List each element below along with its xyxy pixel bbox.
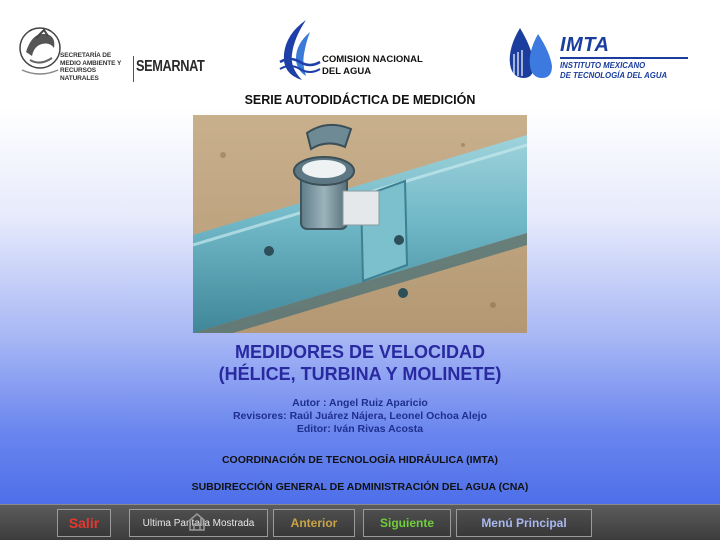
editor-text: Editor: Iván Rivas Acosta (296, 423, 424, 435)
cna-name (322, 54, 423, 78)
imta-line-2: DE TECNOLOGÍA DEL AGUA (560, 71, 668, 80)
main-title-line-1: MEDIDORES DE VELOCIDAD (234, 342, 486, 362)
imta-logo (506, 24, 696, 84)
imta-fullname (560, 61, 667, 81)
last-screen-button[interactable]: Ultima Pantalla Mostrada (129, 509, 268, 537)
navigation-bar (0, 504, 720, 540)
semarnat-divider (133, 56, 134, 82)
semarnat-line-2: MEDIO AMBIENTE Y (60, 59, 122, 67)
reviewers-text: Revisores: Raúl Juárez Nájera, Leonel Ochoa Alejo (232, 410, 488, 422)
cna-line-2: DEL AGUA (322, 66, 372, 77)
cna-logo (276, 18, 456, 88)
series-title: SERIE AUTODIDÁCTICA DE MEDICIÓN (244, 93, 476, 107)
semarnat-logo (16, 22, 205, 84)
coordination-text: COORDINACIÓN DE TECNOLOGÍA HIDRÁULICA (IMTA) (221, 454, 499, 466)
semarnat-wordmark: SEMARNAT (136, 58, 205, 75)
next-button[interactable]: Siguiente (363, 509, 451, 537)
main-title-line-2: (HÉLICE, TURBINA Y MOLINETE) (218, 364, 502, 384)
imta-line-1: INSTITUTO MEXICANO (560, 61, 646, 70)
semarnat-line-3: RECURSOS NATURALES (60, 67, 99, 82)
semarnat-line-1: SECRETARÍA DE (60, 52, 112, 59)
imta-wordmark: IMTA (560, 34, 610, 56)
pipe-meter-illustration (193, 115, 527, 333)
previous-button[interactable]: Anterior (273, 509, 355, 537)
author-text: Autor : Angel Ruiz Aparicio (292, 397, 428, 409)
subdirection-text: SUBDIRECCIÓN GENERAL DE ADMINISTRACIÓN DEL AGUA (CNA) (191, 481, 529, 493)
credits (0, 397, 720, 436)
main-menu-button[interactable]: Menú Principal (456, 509, 592, 537)
cna-water-emblem-icon (276, 18, 322, 84)
semarnat-secretary-text (60, 52, 132, 82)
imta-water-drops-icon (506, 24, 556, 80)
exit-button[interactable]: Salir (57, 509, 111, 537)
flow-meter-photo (193, 115, 527, 333)
mexican-eagle-emblem-icon (16, 22, 64, 82)
main-title (0, 341, 720, 385)
imta-underline (560, 57, 688, 59)
cna-line-1: COMISION NACIONAL (322, 54, 423, 65)
